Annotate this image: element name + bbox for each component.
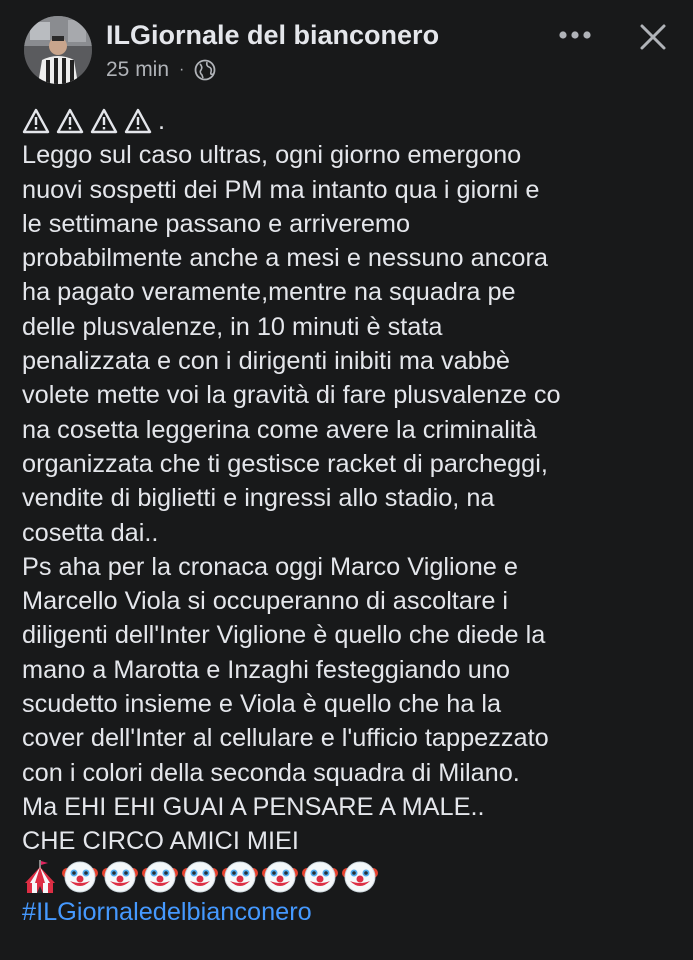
close-button[interactable] <box>634 18 672 56</box>
warning-icon <box>22 108 50 134</box>
post-text-line: ha pagato veramente,mentre na squadra pe <box>22 278 516 307</box>
post-text-line: vendite di biglietti e ingressi allo stadio, na <box>22 484 495 513</box>
hashtag-link[interactable]: #ILGiornaledelbianconero <box>22 897 312 926</box>
clown-face-icon <box>102 859 138 895</box>
meta-separator: · <box>179 61 185 78</box>
post-text-line: organizzata che ti gestisce racket di parcheggi, <box>22 449 548 478</box>
clown-face-icon <box>262 859 298 895</box>
post-text-line: Ma EHI EHI GUAI A PENSARE A MALE.. <box>22 792 485 821</box>
post-text-line: probabilmente anche a mesi e nessuno ancora <box>22 244 548 273</box>
emoji-row <box>22 859 687 895</box>
close-icon <box>639 23 667 51</box>
warning-suffix: . <box>158 107 166 135</box>
more-options-button[interactable] <box>555 18 595 52</box>
post-text-line: delle plusvalenze, in 10 minuti è stata <box>22 312 443 341</box>
post-text-line: cover dell'Inter al cellulare e l'ufficio tappezzato <box>22 724 549 753</box>
post-text-line: le settimane passano e arriveremo <box>22 209 411 238</box>
post-text-line: penalizzata e con i dirigenti inibiti ma vabbè <box>22 347 510 376</box>
post-text-line: Ps aha per la cronaca oggi Marco Viglione e <box>22 552 518 581</box>
avatar[interactable] <box>24 16 92 84</box>
post-text-line: cosetta dai.. <box>22 518 159 547</box>
clown-face-icon <box>62 859 98 895</box>
post-time[interactable]: 25 min <box>106 58 170 81</box>
more-horizontal-icon <box>558 30 592 40</box>
post-text-line: mano a Marotta e Inzaghi festeggiando uno <box>22 655 511 684</box>
warning-icon <box>56 108 84 134</box>
warning-icon <box>90 108 118 134</box>
post-meta <box>106 58 216 82</box>
circus-tent-icon <box>22 859 58 895</box>
post-text-line: scudetto insieme e Viola è quello che ha la <box>22 690 502 719</box>
post-body <box>22 104 687 929</box>
post-text-line: CHE CIRCO AMICI MIEI <box>22 827 299 856</box>
post-text-line: diligenti dell'Inter Viglione è quello che diede la <box>22 621 546 650</box>
globe-icon[interactable] <box>194 59 216 81</box>
clown-face-icon <box>302 859 338 895</box>
avatar-photo <box>24 16 92 84</box>
post-text-line: Leggo sul caso ultras, ogni giorno emergono <box>22 141 522 170</box>
post-text-line: na cosetta leggerina come avere la criminalità <box>22 415 537 444</box>
post-text-line: nuovi sospetti dei PM ma intanto qua i giorni e <box>22 175 540 204</box>
post-text-line: Marcello Viola si occuperanno di ascoltare i <box>22 587 509 616</box>
clown-face-icon <box>222 859 258 895</box>
post-text-line: volete mette voi la gravità di fare plusvalenze co <box>22 381 561 410</box>
clown-face-icon <box>182 859 218 895</box>
post-header <box>0 0 693 100</box>
warning-row <box>22 104 687 138</box>
clown-face-icon <box>342 859 378 895</box>
clown-face-icon <box>142 859 178 895</box>
author-name[interactable]: ILGiornale del bianconero <box>106 20 440 50</box>
post-text-line: con i colori della seconda squadra di Milano. <box>22 758 520 787</box>
warning-icon <box>124 108 152 134</box>
